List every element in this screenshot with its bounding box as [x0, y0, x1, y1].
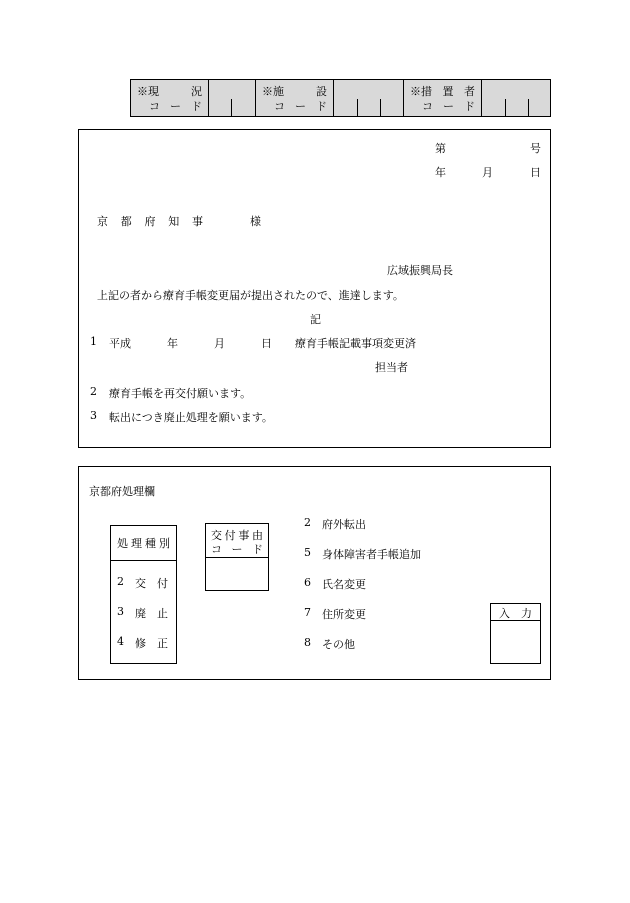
input-label: 入 力: [499, 607, 532, 620]
reason-list-item: 6 氏名変更: [304, 576, 366, 591]
addressee-honorific: 様: [250, 215, 261, 228]
reason-list-item: 8 その他: [304, 636, 355, 651]
date-month: 月: [482, 166, 493, 179]
item-2: 2 療育手帳を再交付願います。: [90, 385, 252, 400]
person-in-charge: 担当者: [375, 361, 408, 374]
facility-code-label: ※施 設 コ ー ド: [256, 80, 334, 116]
input-box: [490, 603, 541, 664]
reason-list-item: 5 身体障害者手帳追加: [304, 546, 421, 561]
number-suffix: 号: [530, 142, 541, 155]
measure-code-label: ※措 置 者 コ ー ド: [404, 80, 482, 116]
body-text: 上記の者から療育手帳変更届が提出されたので、進達します。: [97, 289, 404, 302]
code-strip: [130, 79, 551, 117]
item-1: 1 平成 年 月 日 療育手帳記載事項変更済: [90, 335, 416, 350]
status-code-field[interactable]: [209, 80, 256, 116]
type-option-issue[interactable]: 2 交 付: [117, 575, 168, 590]
ki-heading: 記: [310, 313, 321, 326]
reason-list-item: 7 住所変更: [304, 606, 366, 621]
processing-type-box: [110, 525, 177, 664]
processing-title: 京都府処理欄: [89, 485, 155, 498]
type-option-abolish[interactable]: 3 廃 止: [117, 605, 168, 620]
facility-code-field[interactable]: [334, 80, 404, 116]
sender: 広域振興局長: [387, 264, 453, 277]
transmittal-notice: [78, 129, 551, 448]
number-prefix: 第: [435, 142, 446, 155]
item-3: 3 転出につき廃止処理を願います。: [90, 409, 273, 424]
addressee: 京 都 府 知 事: [97, 215, 203, 228]
processing-type-header: 処 理 種 別: [117, 537, 170, 550]
status-code-label: ※現 況 コ ー ド: [131, 80, 209, 116]
reason-list-item: 2 府外転出: [304, 516, 366, 531]
input-field[interactable]: [491, 621, 540, 663]
type-option-correct[interactable]: 4 修 正: [117, 635, 168, 650]
date-day: 日: [530, 166, 541, 179]
measure-code-field[interactable]: [482, 80, 550, 116]
date-year: 年: [435, 166, 446, 179]
reason-code-field[interactable]: [206, 558, 268, 590]
prefecture-processing-section: [78, 466, 551, 680]
reason-code-header: 交 付 事 由: [211, 529, 263, 542]
reason-code-box: 交 付 事 由 コ ー ド: [205, 523, 269, 591]
